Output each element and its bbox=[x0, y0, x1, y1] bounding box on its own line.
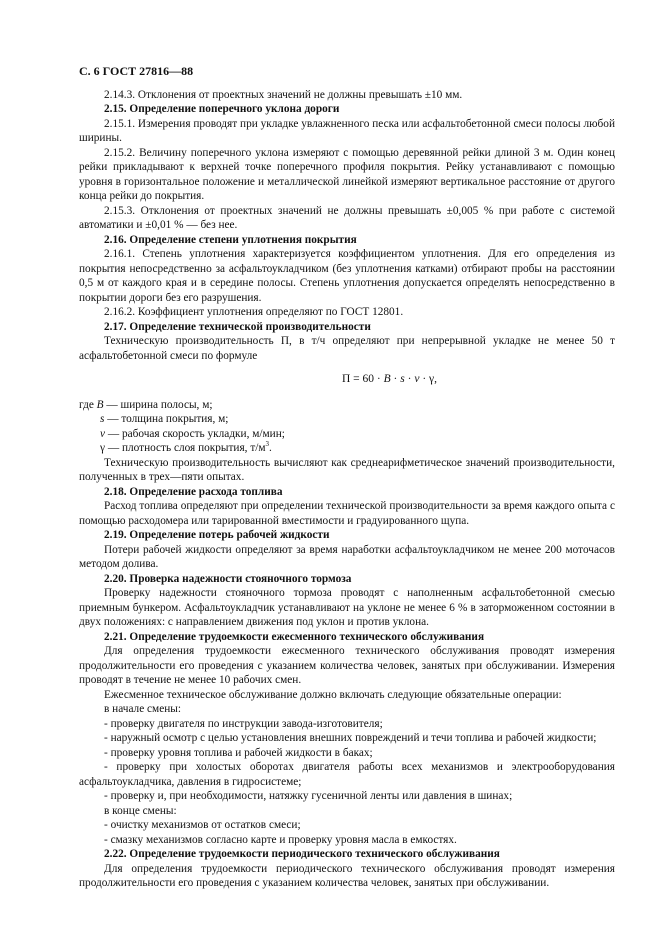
paragraph-2-15-3: 2.15.3. Отклонения от проектных значений не должны превышать ±0,005 % при работе с системой автоматики и ±0,01 % — без нее. bbox=[79, 204, 615, 231]
list-item: - наружный осмотр с целью установления внешних повреждений и течи топлива и рабочей жидкости; bbox=[104, 732, 597, 744]
paragraph-2-17-calc: Техническую производительность вычисляют как среднеарифметическое значений производительности, полученных в трех—пяти опытах. bbox=[79, 456, 615, 483]
page-header: С. 6 ГОСТ 27816—88 bbox=[79, 64, 194, 78]
paragraph-2-19: Потери рабочей жидкости определяют за время наработки асфальтоукладчиком не менее 200 моточасов методом долива. bbox=[79, 543, 615, 570]
list-item: - проверку двигателя по инструкции завода-изготовителя; bbox=[104, 717, 383, 730]
list-item: - смазку механизмов согласно карте и проверку уровня масла в емкостях. bbox=[104, 833, 457, 846]
legend-item-thickness: s — толщина покрытия, м; bbox=[100, 413, 229, 425]
productivity-formula: П = 60 · B · s · v · γ, bbox=[341, 373, 437, 385]
list-item: - проверку уровня топлива и рабочей жидкости в баках; bbox=[104, 746, 373, 759]
list-label-shift-end: в конце смены: bbox=[104, 804, 177, 817]
heading-2-16: 2.16. Определение степени уплотнения покрытия bbox=[104, 233, 357, 246]
heading-2-18: 2.18. Определение расхода топлива bbox=[104, 485, 283, 498]
heading-2-17: 2.17. Определение технической производительности bbox=[104, 320, 371, 333]
legend-item-speed: v — рабочая скорость укладки, м/мин; bbox=[100, 427, 285, 440]
paragraph-2-22: Для определения трудоемкости периодического технического обслуживания проводят измерения продолжительности его проведения с указанием количества человек, занятых при обслуживании. bbox=[79, 862, 615, 889]
heading-2-19: 2.19. Определение потерь рабочей жидкости bbox=[104, 529, 330, 541]
paragraph-2-16-1: 2.16.1. Степень уплотнения характеризуется коэффициентом уплотнения. Для его определения из покрытия непосредственно за асфальтоукладчиком (без уплотнения катками) отбирают пробы на расстоянии 0,5 м от каждого края и в середине полосы. Степень уплотнения допускается определять непосредственно в покрытии дороги без его разрушения. bbox=[79, 248, 615, 304]
paragraph-2-21-ops: Ежесменное техническое обслуживание должно включать следующие обязательные операции: bbox=[104, 688, 562, 701]
paragraph-2-20: Проверку надежности стояночного тормоза проводят с наполненным асфальтобетонной смесью приемным бункером. Асфальтоукладчик устанавливают на уклоне не менее 6 % в заторможенном состоянии в двух положениях: с направлением движения под уклон и против уклона. bbox=[79, 587, 615, 628]
paragraph-2-14-3: 2.14.3. Отклонения от проектных значений не должны превышать ±10 мм. bbox=[104, 88, 463, 101]
legend-item-width: где B — ширина полосы, м; bbox=[79, 398, 213, 411]
list-item: - очистку механизмов от остатков смеси; bbox=[104, 819, 301, 831]
legend-item-density: γ — плотность слоя покрытия, $т/м^3$. bbox=[100, 440, 272, 454]
paragraph-2-21: Для определения трудоемкости ежесменного технического обслуживания проводят измерения продолжительности его проведения с указанием количества человек, занятых при обслуживании. Измерения проводят в течение не менее 10 рабочих смен. bbox=[79, 645, 615, 686]
heading-2-15: 2.15. Определение поперечного уклона дороги bbox=[104, 103, 340, 115]
paragraph-2-17-intro: Техническую производительность П, в т/ч определяют при непрерывной укладке не менее 50 т асфальтобетонной смеси по формуле bbox=[79, 335, 615, 362]
paragraph-2-15-2: 2.15.2. Величину поперечного уклона измеряют с помощью деревянной рейки длиной 3 м. Один конец рейки прикладывают к верхней точке поперечного профиля покрытия. Рейку устанавливают с помощью уровня в горизонтальное положение и металлической линейкой измеряют вертикальное расстояние от другого конца рейки до покрытия. bbox=[79, 146, 615, 202]
list-item: - проверку и, при необходимости, натяжку гусеничной ленты или давления в шинах; bbox=[104, 790, 513, 802]
formula-legend bbox=[79, 398, 615, 456]
list-label-shift-start: в начале смены: bbox=[104, 703, 181, 715]
document-page bbox=[79, 64, 615, 891]
heading-2-21: 2.21. Определение трудоемкости ежесменного технического обслуживания bbox=[104, 630, 485, 643]
paragraph-2-15-1: 2.15.1. Измерения проводят при укладке увлажненного песка или асфальтобетонной смеси полосы любой ширины. bbox=[79, 117, 615, 144]
paragraph-2-16-2: 2.16.2. Коэффициент уплотнения определяют по ГОСТ 12801. bbox=[104, 306, 404, 318]
heading-2-22: 2.22. Определение трудоемкости периодического технического обслуживания bbox=[104, 848, 500, 860]
paragraph-2-18: Расход топлива определяют при определении технической производительности за время каждого опыта с помощью расходомера или тарированной вместимости и градуированного щупа. bbox=[79, 500, 615, 527]
heading-2-20: 2.20. Проверка надежности стояночного тормоза bbox=[104, 572, 352, 585]
list-item: - проверку при холостых оборотах двигателя работы всех механизмов и электрооборудования асфальтоукладчика, давления в гидросистеме; bbox=[79, 761, 615, 788]
